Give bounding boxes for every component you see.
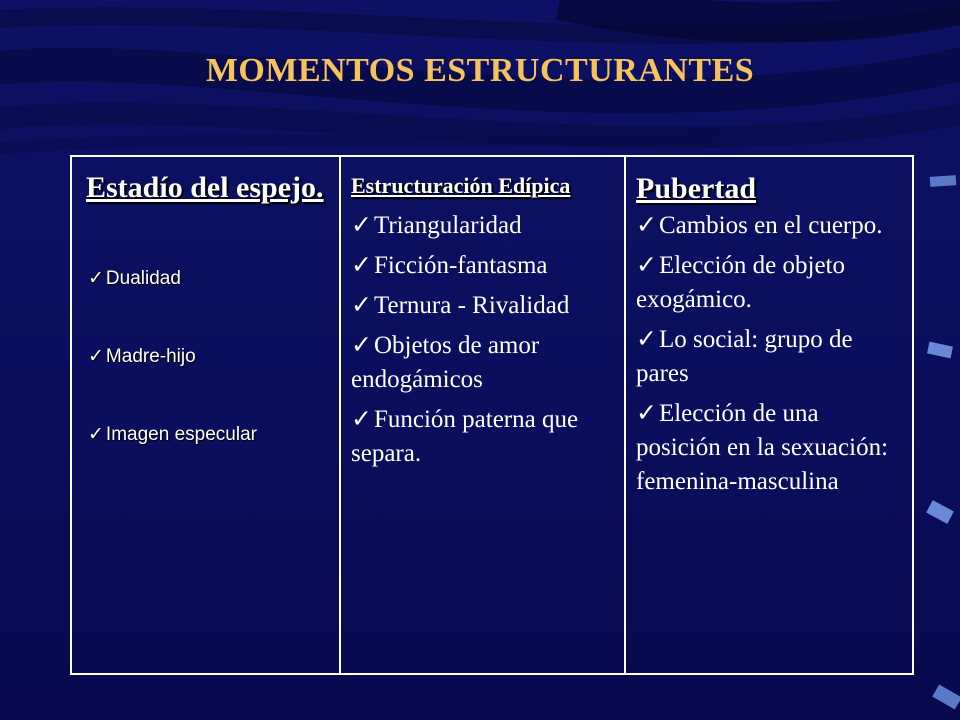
checkmark-icon: ✓ — [636, 252, 657, 279]
list-item — [636, 209, 904, 243]
checkmark-icon: ✓ — [636, 212, 657, 239]
slide-title: MOMENTOS ESTRUCTURANTES — [205, 52, 755, 89]
list-item-text: Elección de objeto exogámico. — [636, 252, 845, 313]
list-item — [636, 323, 904, 391]
list-item — [351, 289, 616, 323]
list-item-text: Imagen especular — [105, 424, 257, 445]
list-item — [351, 249, 616, 283]
checkmark-icon: ✓ — [88, 424, 104, 445]
list-item-text: Dualidad — [105, 268, 181, 289]
list-item — [86, 267, 329, 291]
list-item — [86, 423, 329, 447]
checkmark-icon: ✓ — [351, 292, 372, 319]
column-estructuracion-edipica — [339, 157, 624, 673]
bullet-list — [86, 267, 329, 447]
list-item — [636, 397, 904, 499]
checkmark-icon: ✓ — [351, 252, 372, 279]
checkmark-icon: ✓ — [351, 332, 372, 359]
list-item — [351, 329, 616, 397]
checkmark-icon: ✓ — [636, 326, 657, 353]
list-item-text: Objetos de amor endogámicos — [351, 332, 540, 393]
checkmark-icon: ✓ — [351, 212, 372, 239]
list-item — [351, 209, 616, 243]
column-pubertad — [624, 157, 912, 673]
list-item-text: Ficción-fantasma — [373, 252, 548, 279]
list-item-text: Ternura - Rivalidad — [373, 292, 570, 319]
list-item-text: Elección de una posición en la sexuación: femenina-masculina — [636, 400, 889, 495]
content-table — [70, 155, 914, 675]
checkmark-icon: ✓ — [636, 400, 657, 427]
list-item — [636, 249, 904, 317]
list-item — [351, 403, 616, 471]
checkmark-icon: ✓ — [88, 346, 104, 367]
column-heading: Pubertad — [636, 172, 756, 205]
column-estadio-del-espejo — [72, 157, 339, 673]
list-item-text: Función paterna que separa. — [351, 406, 579, 467]
list-item-text: Lo social: grupo de pares — [636, 326, 853, 387]
bullet-list — [351, 209, 616, 471]
list-item — [86, 345, 329, 369]
checkmark-icon: ✓ — [88, 268, 104, 289]
bullet-list — [636, 209, 904, 499]
list-item-text: Madre-hijo — [105, 346, 196, 367]
checkmark-icon: ✓ — [351, 406, 372, 433]
column-heading: Estadío del espejo. — [86, 171, 324, 204]
list-item-text: Cambios en el cuerpo. — [658, 212, 883, 239]
list-item-text: Triangularidad — [373, 212, 522, 239]
column-heading: Estructuración Edípica — [351, 173, 571, 198]
